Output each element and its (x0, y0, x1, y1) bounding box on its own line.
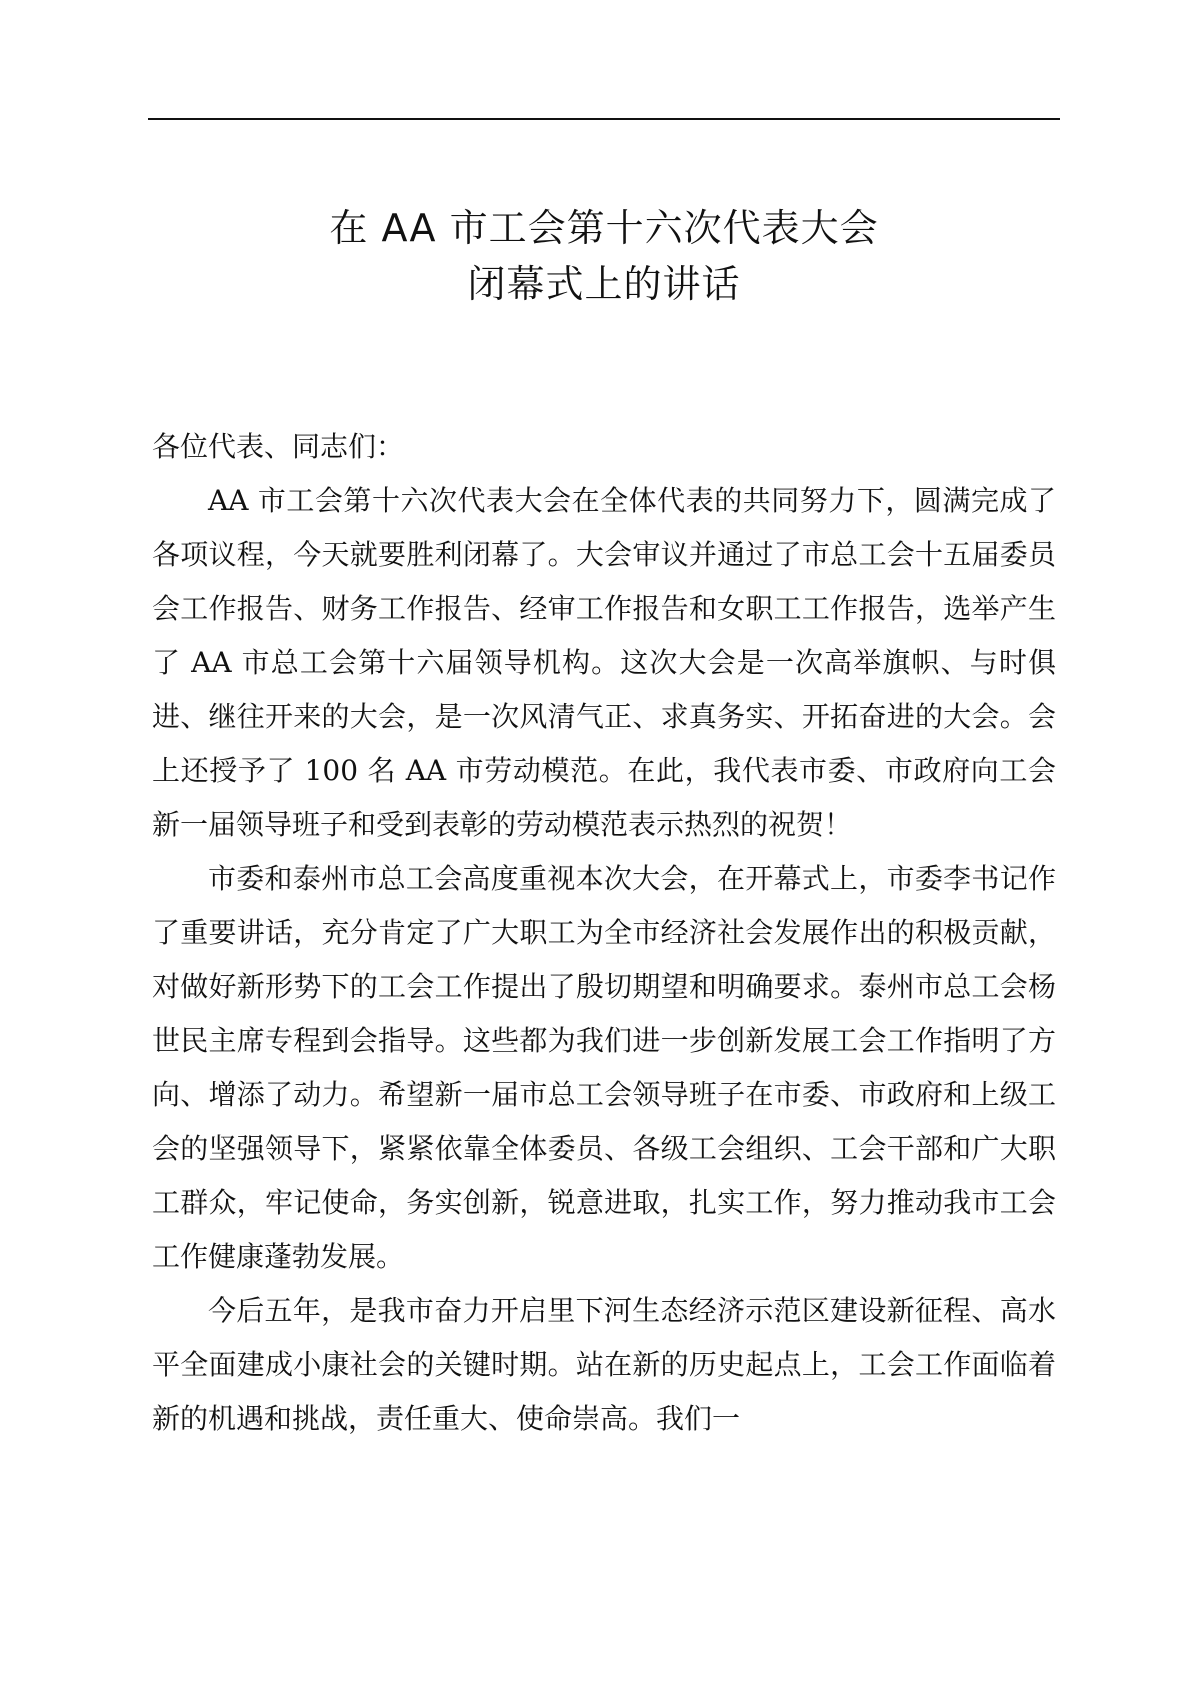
title-line-2: 闭幕式上的讲话 (467, 262, 741, 306)
paragraph-2: 市委和泰州市总工会高度重视本次大会，在开幕式上，市委李书记作了重要讲话，充分肯定了广大职工为全市经济社会发展作出的积极贡献，对做好新形势下的工会工作提出了殷切期望和明确要求。泰州市总工会杨世民主席专程到会指导。这些都为我们进一步创新发展工会工作指明了方向、增添了动力。希望新一届市总工会领导班子在市委、市政府和上级工会的坚强领导下，紧紧依靠全体委员、各级工会组织、工会干部和广大职工群众，牢记使命，务实创新，锐意进取，扎实工作，努力推动我市工会工作健康蓬勃发展。 (152, 862, 1056, 1273)
header-rule (148, 118, 1060, 120)
title-line-1: 在 AA 市工会第十六次代表大会 (329, 206, 879, 250)
paragraph-1: AA 市工会第十六次代表大会在全体代表的共同努力下，圆满完成了各项议程，今天就要胜利闭幕了。大会审议并通过了市总工会十五届委员会工作报告、财务工作报告、经审工作报告和女职工工作报告，选举产生了 AA 市总工会第十六届领导机构。这次大会是一次高举旗帜、与时俱进、继往开来的大会，是一次风清气正、求真务实、开拓奋进的大会。会上还授予了 100 名 AA 市劳动模范。在此，我代表市委、市政府向工会新一届领导班子和受到表彰的劳动模范表示热烈的祝贺！ (152, 484, 1056, 841)
salutation: 各位代表、同志们： (152, 430, 405, 463)
paragraph-3: 今后五年，是我市奋力开启里下河生态经济示范区建设新征程、高水平全面建成小康社会的关键时期。站在新的历史起点上，工会工作面临着新的机遇和挑战，责任重大、使命崇高。我们一 (152, 1294, 1056, 1435)
page-title (148, 200, 1060, 312)
speech-body (152, 420, 1056, 1446)
